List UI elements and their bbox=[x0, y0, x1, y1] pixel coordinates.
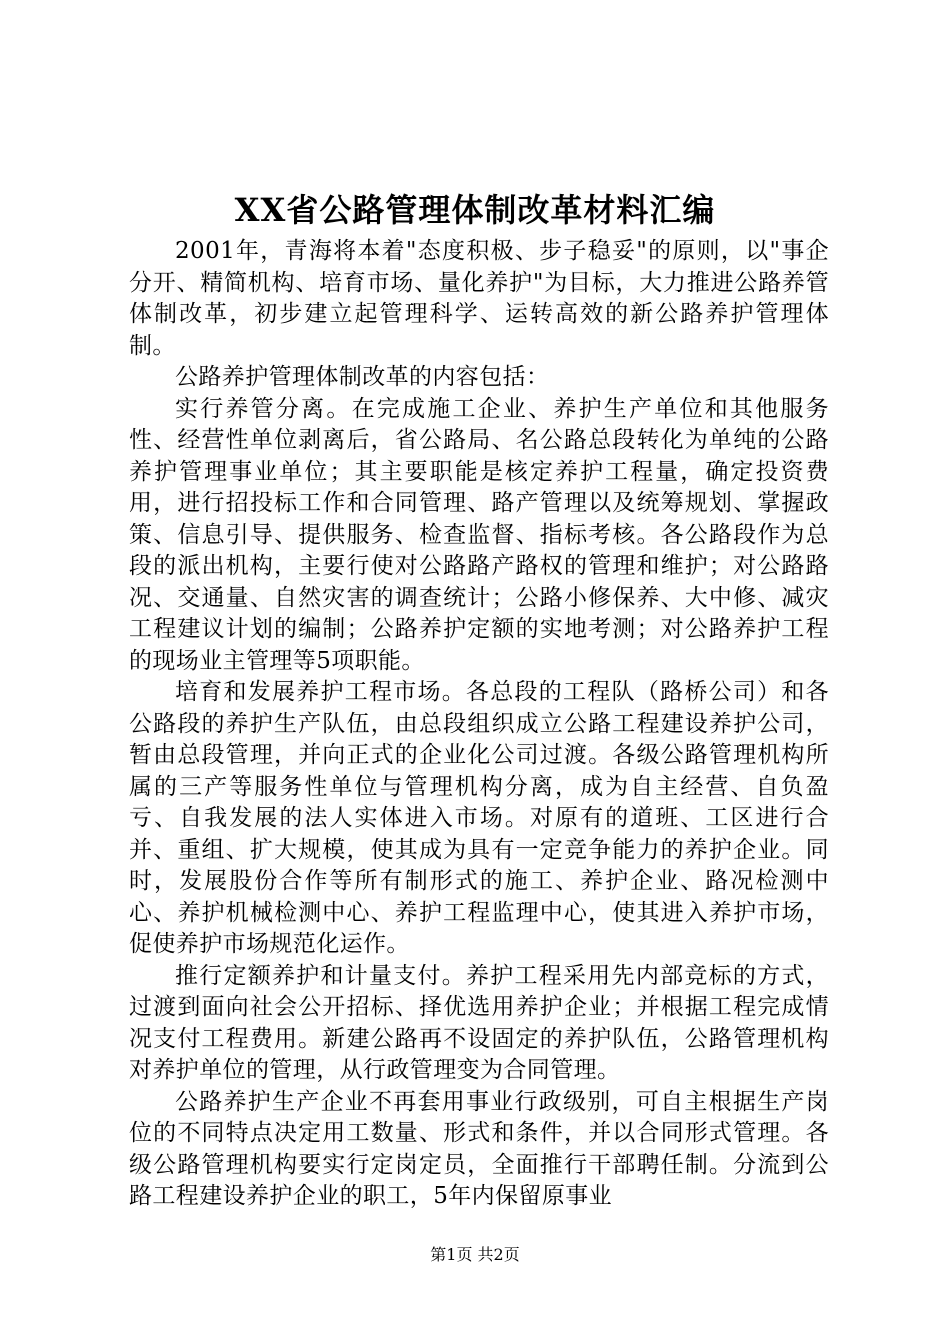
page-number: 第1页 共2页 bbox=[430, 1245, 520, 1264]
document-body bbox=[129, 236, 829, 1213]
paragraph: 培育和发展养护工程市场。各总段的工程队（路桥公司）和各公路段的养护生产队伍，由总段组织成立公路工程建设养护公司，暂由总段管理，并向正式的企业化公司过渡。各级公路管理机构所属的三产等服务性单位与管理机构分离，成为自主经营、自负盈亏、自我发展的法人实体进入市场。对原有的道班、工区进行合并、重组、扩大规模，使其成为具有一定竞争能力的养护企业。同时，发展股份合作等所有制形式的施工、养护企业、路况检测中心、养护机械检测中心、养护工程监理中心，使其进入养护市场，促使养护市场规范化运作。 bbox=[129, 679, 829, 957]
paragraph: 实行养管分离。在完成施工企业、养护生产单位和其他服务性、经营性单位剥离后，省公路局、名公路总段转化为单纯的公路养护管理事业单位；其主要职能是核定养护工程量，确定投资费用，进行招投标工作和合同管理、路产管理以及统筹规划、掌握政策、信息引导、提供服务、检查监督、指标考核。各公路段作为总段的派出机构，主要行使对公路路产路权的管理和维护；对公路路况、交通量、自然灾害的调查统计；公路小修保养、大中修、减灾工程建议计划的编制；公路养护定额的实地考测；对公路养护工程的现场业主管理等5项职能。 bbox=[129, 395, 829, 674]
paragraph: 公路养护管理体制改革的内容包括： bbox=[175, 364, 550, 390]
document-title: XX省公路管理体制改革材料汇编 bbox=[234, 191, 716, 229]
paragraph: 公路养护生产企业不再套用事业行政级别，可自主根据生产岗位的不同特点决定用工数量、形式和条件，并以合同形式管理。各级公路管理机构要实行定岗定员，全面推行干部聘任制。分流到公路工程建设养护企业的职工，5年内保留原事业 bbox=[129, 1088, 829, 1209]
paragraph: 2001年，青海将本着"态度积极、步子稳妥"的原则，以"事企分开、精简机构、培育市场、量化养护"为目标，大力推进公路养管体制改革，初步建立起管理科学、运转高效的新公路养护管理体制。 bbox=[129, 238, 829, 359]
paragraph: 推行定额养护和计量支付。养护工程采用先内部竞标的方式，过渡到面向社会公开招标、择优选用养护企业；并根据工程完成情况支付工程费用。新建公路再不设固定的养护队伍，公路管理机构对养护单位的管理，从行政管理变为合同管理。 bbox=[129, 962, 829, 1083]
